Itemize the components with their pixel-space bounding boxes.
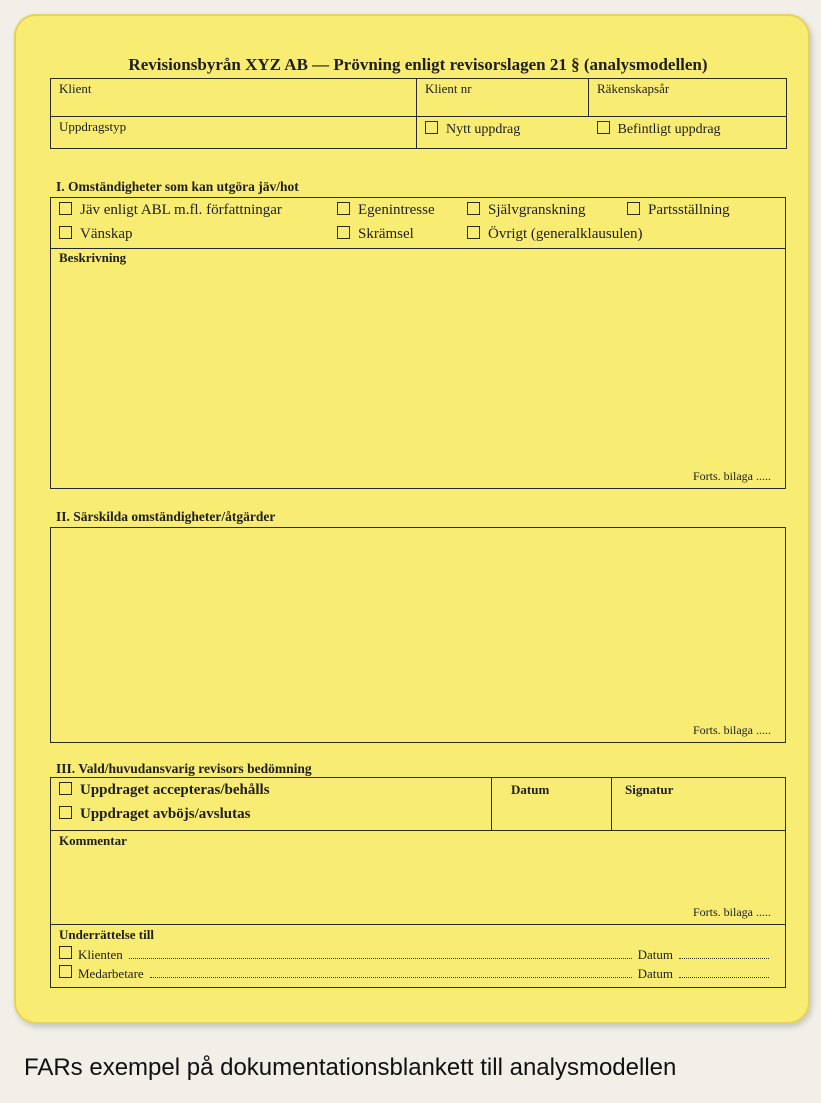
section1-title: I. Omständigheter som kan utgöra jäv/hot (56, 179, 299, 194)
header-grid (50, 78, 787, 149)
section2-box[interactable] (50, 527, 786, 743)
kommentar-area[interactable] (59, 852, 777, 900)
egenintresse-label: Egenintresse (358, 202, 435, 218)
check-partsstallning[interactable] (627, 202, 730, 219)
beskrivning-label: Beskrivning (59, 250, 127, 265)
befintligt-uppdrag-label: Befintligt uppdrag (617, 122, 721, 137)
decline-option[interactable] (59, 806, 250, 823)
accept-label: Uppdraget accepteras/behålls (80, 782, 270, 798)
klient-nr-field[interactable] (417, 79, 589, 117)
sjalvgranskning-checkbox[interactable] (467, 202, 480, 215)
nytt-uppdrag-checkbox[interactable] (425, 121, 438, 134)
klienten-dots (129, 948, 632, 959)
section3-box (50, 777, 786, 925)
kommentar-label: Kommentar (59, 833, 127, 848)
notify-klienten-row[interactable] (59, 946, 775, 963)
klient-label: Klient (59, 81, 92, 96)
skramsel-label: Skrämsel (358, 226, 414, 242)
medarbetare-datum-label: Datum (637, 966, 673, 981)
rakenskapsar-label: Räkenskapsår (597, 81, 670, 96)
notify-medarbetare-row[interactable] (59, 965, 775, 982)
form-title: Revisionsbyrån XYZ AB — Prövning enligt revisorslagen 21 § (analysmodellen) (128, 55, 708, 74)
klient-field[interactable] (51, 79, 417, 117)
section2-forts: Forts. bilaga ..... (693, 723, 771, 737)
datum-label: Datum (511, 782, 550, 797)
klient-nr-label: Klient nr (425, 81, 472, 96)
sjalvgranskning-label: Självgranskning (488, 202, 586, 218)
check-skramsel[interactable] (337, 226, 414, 243)
notify-title: Underrättelse till (59, 927, 154, 942)
medarbetare-datum-dots (679, 967, 769, 978)
datum-divider (491, 778, 492, 830)
medarbetare-dots (150, 967, 632, 978)
klienten-datum-label: Datum (637, 947, 673, 962)
jav-checkbox[interactable] (59, 202, 72, 215)
check-egenintresse[interactable] (337, 202, 435, 219)
form (50, 52, 786, 988)
section2-title: II. Särskilda omständigheter/åtgärder (56, 509, 276, 524)
section1-box (50, 197, 786, 489)
section3-forts: Forts. bilaga ..... (693, 905, 771, 919)
partsstallning-checkbox[interactable] (627, 202, 640, 215)
uppdragstyp-field (51, 117, 417, 149)
nytt-uppdrag-option[interactable] (417, 117, 589, 149)
check-ovrigt[interactable] (467, 226, 643, 243)
decline-label: Uppdraget avböjs/avslutas (80, 806, 251, 822)
figure-caption: FARs exempel på dokumentationsblankett till analysmodellen (24, 1054, 677, 1081)
vanskap-label: Vänskap (80, 226, 133, 242)
vanskap-checkbox[interactable] (59, 226, 72, 239)
beskrivning-area[interactable] (59, 268, 777, 464)
rakenskapsar-field[interactable] (589, 79, 787, 117)
notify-box (50, 925, 786, 988)
signatur-label: Signatur (625, 782, 674, 797)
section3-divider (51, 830, 785, 831)
check-vanskap[interactable] (59, 226, 133, 243)
ovrigt-label: Övrigt (generalklausulen) (488, 226, 643, 242)
section1-divider (51, 248, 785, 249)
accept-checkbox[interactable] (59, 782, 72, 795)
klienten-label: Klienten (78, 947, 123, 962)
nytt-uppdrag-label: Nytt uppdrag (446, 122, 521, 137)
skramsel-checkbox[interactable] (337, 226, 350, 239)
signatur-divider (611, 778, 612, 830)
befintligt-uppdrag-checkbox[interactable] (597, 121, 610, 134)
egenintresse-checkbox[interactable] (337, 202, 350, 215)
check-jav[interactable] (59, 202, 282, 219)
section1-forts: Forts. bilaga ..... (693, 469, 771, 483)
uppdragstyp-label: Uppdragstyp (59, 119, 127, 134)
section3-title: III. Vald/huvudansvarig revisors bedömning (56, 761, 312, 776)
partsstallning-label: Partsställning (648, 202, 730, 218)
decline-checkbox[interactable] (59, 806, 72, 819)
medarbetare-checkbox[interactable] (59, 965, 72, 978)
ovrigt-checkbox[interactable] (467, 226, 480, 239)
klienten-checkbox[interactable] (59, 946, 72, 959)
accept-option[interactable] (59, 782, 270, 799)
befintligt-uppdrag-option[interactable] (589, 117, 787, 149)
jav-label: Jäv enligt ABL m.fl. författningar (80, 202, 282, 218)
check-sjalvgranskning[interactable] (467, 202, 586, 219)
klienten-datum-dots (679, 948, 769, 959)
medarbetare-label: Medarbetare (78, 966, 144, 981)
